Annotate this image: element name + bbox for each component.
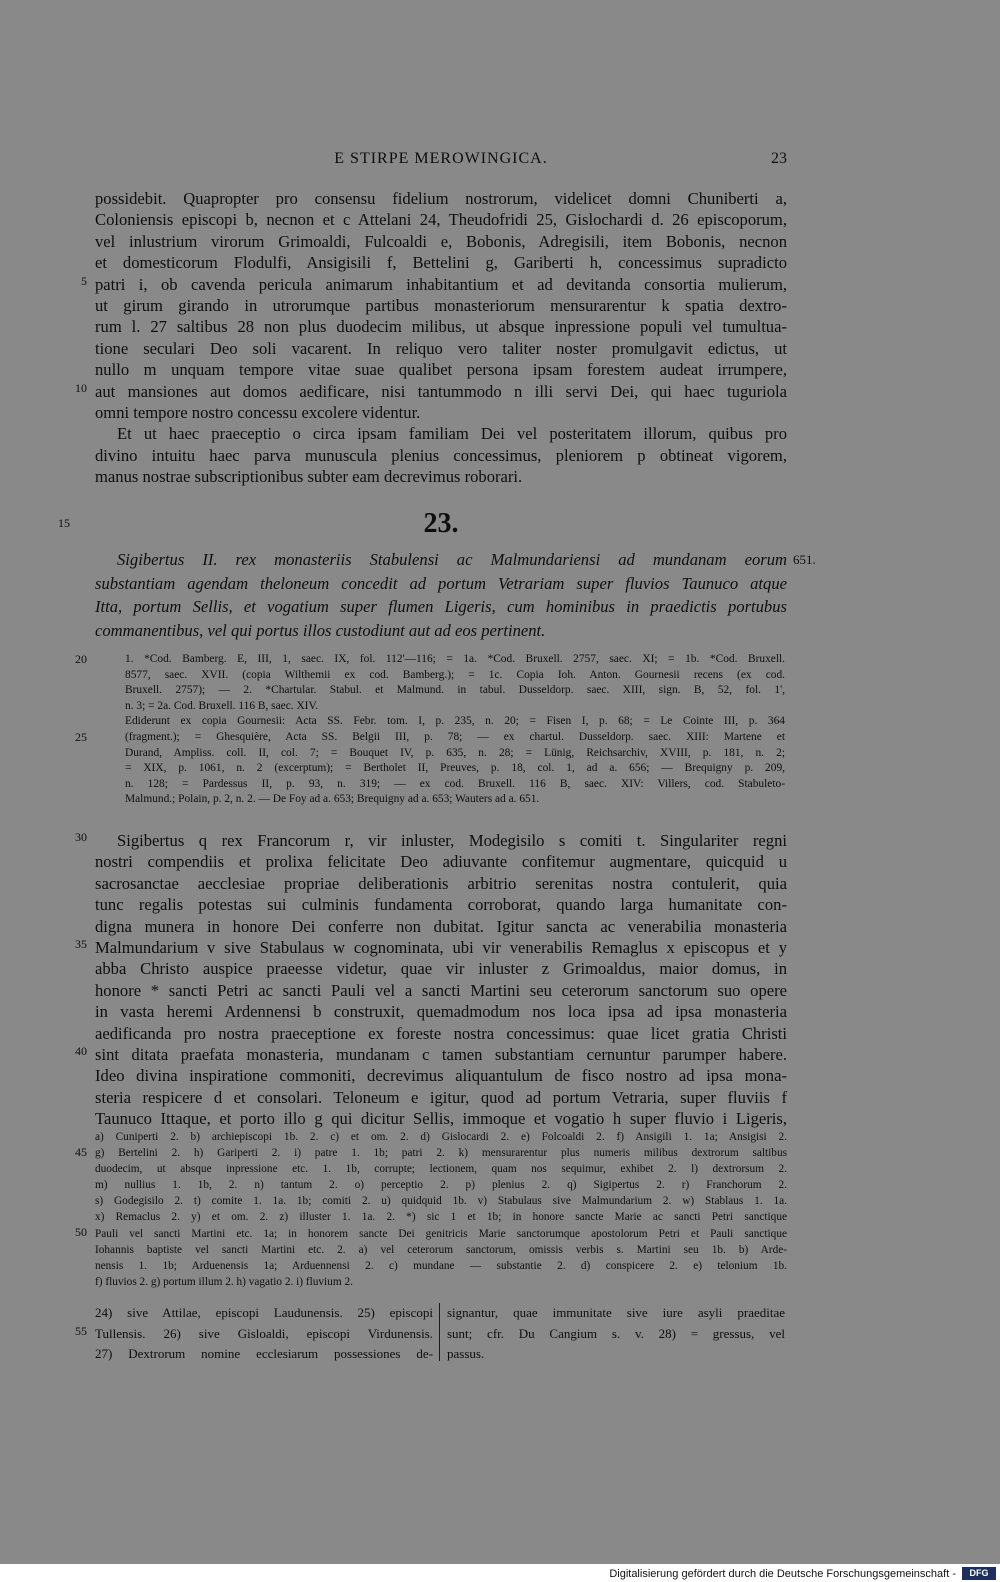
margin-line-number: 5 [81,273,87,288]
text-line: tione seculari Deo soli vacarent. In reliquo vero taliter noster promulgavit edictus, ut [95,338,787,358]
apparatus-line: 1. *Cod. Bamberg. E, III, 1, saec. IX, fol. 112'—116; = 1a. *Cod. Bruxell. 2757, saec. XI; = 1b. *Cod. Bruxell. [125,653,785,665]
note-line: signantur, quae immunitate sive iure asyli praeditae [447,1305,785,1320]
note-line: sunt; cfr. Du Cangium s. v. 28) = gressus, vel [447,1325,785,1341]
variant-line: g) Bertelini 2. h) Gariperti 2. i) patre 1. 1b; patri 2. k) mensurarentur plus numeris milibus dextrorum saltibus [95,1147,787,1160]
variant-line: s) Godegisilo 2. t) comite 1. 1a. 1b; comiti 2. u) quidquid 1b. v) Stabulaus sive Malmundarium 2. w) Stablaus 1. 1a. [95,1195,787,1208]
margin-line-number: 50 [75,1225,87,1239]
previous-document-text [75,188,787,487]
variant-line: Pauli vel sancti Martini etc. 1a; in honorem sancte Dei genitricis Marie sanctorumque apostolorum Petri et Pauli sanctique [95,1227,787,1240]
text-line: Malmundarium v sive Stabulaus w cognominata, ubi vir venerabilis Remaglus x episcopus et y [95,937,787,957]
page-number: 23 [771,150,787,167]
apparatus-line: Malmund.; Polain, p. 2, n. 2. — De Foy ad a. 653; Brequigny ad a. 653; Wauters ad a. 651. [125,793,540,806]
text-line: nullo m unquam tempore vitae suae qualibet persona ipsam forestem audeat irrumpere, [95,360,787,380]
apparatus-line: Bruxell. 2757); — 2. *Chartular. Stabul. et Malmund. in tabul. Dusseldorp. saec. XIII, sign. B, 52, fol. 1', [125,684,785,697]
text-line: in vasta heremi Ardennensi b construxit, quemadmodum nos loca ipsa ad ipsa monasteria [95,1002,787,1022]
margin-line-number: 25 [75,730,87,744]
document-summary [95,548,787,642]
text-line: steria respicere d et consolari. Teloneum e igitur, quod ad portum Vetraria, super fluviis f [95,1087,787,1107]
text-line: Sigibertus q rex Francorum r, vir inluster, Modegisilo s comiti t. Singulariter regni [117,831,787,850]
text-line: nostri compendiis et prolixa felicitate Deo adiuvante confitemur augmentare, quicquid u [95,852,787,872]
apparatus-line: = XIX, p. 1061, n. 2 (excerptum); = Bertholet II, Preuves, p. 18, col. 1, ad a. 656; — Brequigny p. 209, [125,762,785,775]
variant-line: nensis 1. 1b; Arduenensis 1a; Arduennensi 2. c) mundane — substantie 2. d) conspicere 2. e) telonium 1b. [95,1259,787,1272]
summary-line: commanentibus, vel qui portus illos custodiunt aut ad eos pertinent. [95,620,546,640]
variant-line: a) Cuniperti 2. b) archiepiscopi 1b. 2. c) et om. 2. d) Gislocardi 2. e) Folcoaldi 2. f) Ansigili 1. 1a; Ansigisi 2. [95,1131,787,1143]
text-line: tunc regalis potestas sui culminis fundamenta corroborat, quando larga humanitate con- [95,895,787,915]
text-line: Et ut haec praeceptio o circa ipsam familiam Dei vel posteritatem illorum, quibus pro [117,424,787,444]
margin-line-number: 10 [75,380,87,395]
margin-line-number: 40 [75,1044,87,1058]
notes-left-column [95,1303,433,1365]
text-line: manus nostrae subscriptionibus subter eam decrevimus roborari. [95,467,523,487]
summary-line: Itta, portum Sellis, et vogatium super flumen Ligeris, cum hominibus in praedictis portubus [95,597,787,616]
manuscript-apparatus [75,652,785,808]
running-title: E STIRPE MEROWINGICA. [334,150,548,167]
variant-line: f) fluvios 2. g) portum illum 2. h) vagatio 2. i) fluvium 2. [95,1275,353,1288]
apparatus-line: Durand, Ampliss. coll. II, col. 7; = Bouquet IV, p. 635, n. 28; = Lünig, Reichsarchiv, XVIII, p. 181, n. 2; [125,746,785,759]
text-line: aedificanda pro nostra praeceptione ex foreste nostra concessimus: quae licet gratia Christi [95,1023,787,1043]
text-line: aut mansiones aut domos aedificare, nisi tantummodo n illi servi Dei, qui haec tuguriola [95,381,787,401]
text-line: sint ditata praefata monasteria, mundanam c tamen substantiam cernuntur parumper habere. [95,1044,787,1064]
funding-credit: Digitalisierung gefördert durch die Deutsche Forschungsgemeinschaft - [609,1568,956,1580]
apparatus-line: n. 3; = 2a. Cod. Bruxell. 116 B, saec. XIV. [125,699,319,712]
column-divider [439,1303,440,1361]
document-year: 651. [793,552,816,567]
text-line: abba Christo auspice praeesse videtur, quae vir inluster z Grimoaldus, maior domus, in [95,959,787,979]
notes-right-column [447,1303,785,1365]
text-line: sacrosanctae aecclesiae propriae deliberationis arbitrio serenitas nostra contulerit, quia [95,873,787,893]
text-line: rum l. 27 saltibus 28 non plus duodecim milibus, ut absque inpressione populi vel tumultua- [95,317,787,337]
margin-line-number: 30 [75,830,87,844]
text-line: ut girum girando in utrorumque partibus monasteriorum mensurarentur k spatia dextro- [95,295,787,315]
footer-strip [0,1564,1000,1582]
text-line: possidebit. Quapropter pro consensu fidelium nostrorum, videlicet domni Chuniberti a, [95,189,787,208]
text-line: Ideo divina inspiratione commoniti, decrevimus aliquantulum de fisco nostro ad ipsa mona- [95,1066,787,1086]
text-line: honore * sancti Petri ac sancti Pauli vel a sancti Martini seu ceterorum sanctorum suo opere [95,980,787,1000]
note-line: 27) Dextrorum nomine ecclesiarum possessiones de- [95,1346,433,1362]
margin-line-number: 15 [58,516,70,530]
note-line: passus. [447,1346,485,1362]
apparatus-line: 8577, saec. XVII. (copia Wilthemii ex cod. Bamberg.); = 1c. Copia Ioh. Anton. Gournesii recens (ex cod. [125,668,785,681]
variant-line: Iohannis baptiste vel sancti Martini etc. 2. a) vel ceterorum sanctorum, omissis verbis s. Martini seu 1b. b) Arde- [95,1243,787,1256]
text-line: patri i, ob cavenda pericula animarum inhabitantium et ad devitanda consortia mulierum, [95,274,787,294]
summary-line: Sigibertus II. rex monasteriis Stabulensi ac Malmundariensi ad mundanam eorum [117,550,787,569]
text-line: Coloniensis episcopi b, necnon et c Attelani 24, Theudofridi 25, Gislochardi d. 26 episcoporum, [95,210,787,230]
note-line: Tullensis. 26) sive Gisloaldi, episcopi Virdunensis. [95,1325,433,1341]
variant-line: m) nullius 1. 1b, 2. n) tantum 2. o) perceptio 2. p) plenius 2. q) Sigipertus 2. r) Franchorum 2. [95,1179,787,1192]
text-line: et domesticorum Flodulfi, Ansigisili f, Bettelini g, Gariberti h, concessimus supradicto [95,253,787,273]
running-head [95,150,787,174]
dfg-logo: DFG [962,1567,996,1580]
text-line: divino intuitu haec parva munuscula plenius concessimus, pleniorem p obtineat vigorem, [95,445,787,465]
apparatus-line: Ediderunt ex copia Gournesii: Acta SS. Febr. tom. I, p. 235, n. 20; = Fisen I, p. 68; = Le Cointe III, p. 364 [125,715,785,728]
text-line: vel inlustrium virorum Grimoaldi, Fulcoaldi e, Bobonis, Adregisili, item Bobonis, necnon [95,231,787,251]
margin-line-number: 20 [75,652,87,666]
margin-line-number: 35 [75,937,87,951]
summary-line: substantiam agendam theloneum concedit ad portum Vetrariam super fluvios Taunuco atque [95,573,787,593]
margin-line-number: 55 [75,1323,87,1338]
note-line: 24) sive Attilae, episcopi Laudunensis. 25) episcopi [95,1305,433,1320]
document-number: 23. [423,508,459,539]
apparatus-line: (fragment.); = Ghesquière, Acta SS. Belgii III, p. 78; — ex chartul. Dusseldorp. saec. XIII: Martene et [125,730,785,743]
variant-line: x) Remaclus 2. y) et om. 2. z) illuster 1. 1a. 2. *) sic 1 et 1b; in honore sancte Marie ac sancti Petri sanctique [95,1211,787,1224]
charter-text [75,830,787,1129]
apparatus-line: n. 128; = Pardessus II, p. 93, n. 319; — ex cod. Bruxell. 116 B, saec. XIV: Villers, cod. Stabuleto- [125,777,785,790]
margin-line-number: 45 [75,1145,87,1159]
text-line: omni tempore nostro concessu excolere videntur. [95,402,421,422]
variant-line: duodecim, ut absque inpressione etc. 1. 1b, corrupte; lectionem, quam nos sequimur, exhibet 2. l) dextrorsum 2. [95,1163,787,1176]
textual-variants [75,1129,787,1290]
text-line: digna munera in honore Dei conferre non dubitat. Igitur sancta ac venerabilia monasteria [95,916,787,936]
text-line: Taunuco Ittaque, et porto illo g qui dicitur Sellis, immoque et vogatio h super fluvio i Ligeris, [95,1109,787,1129]
